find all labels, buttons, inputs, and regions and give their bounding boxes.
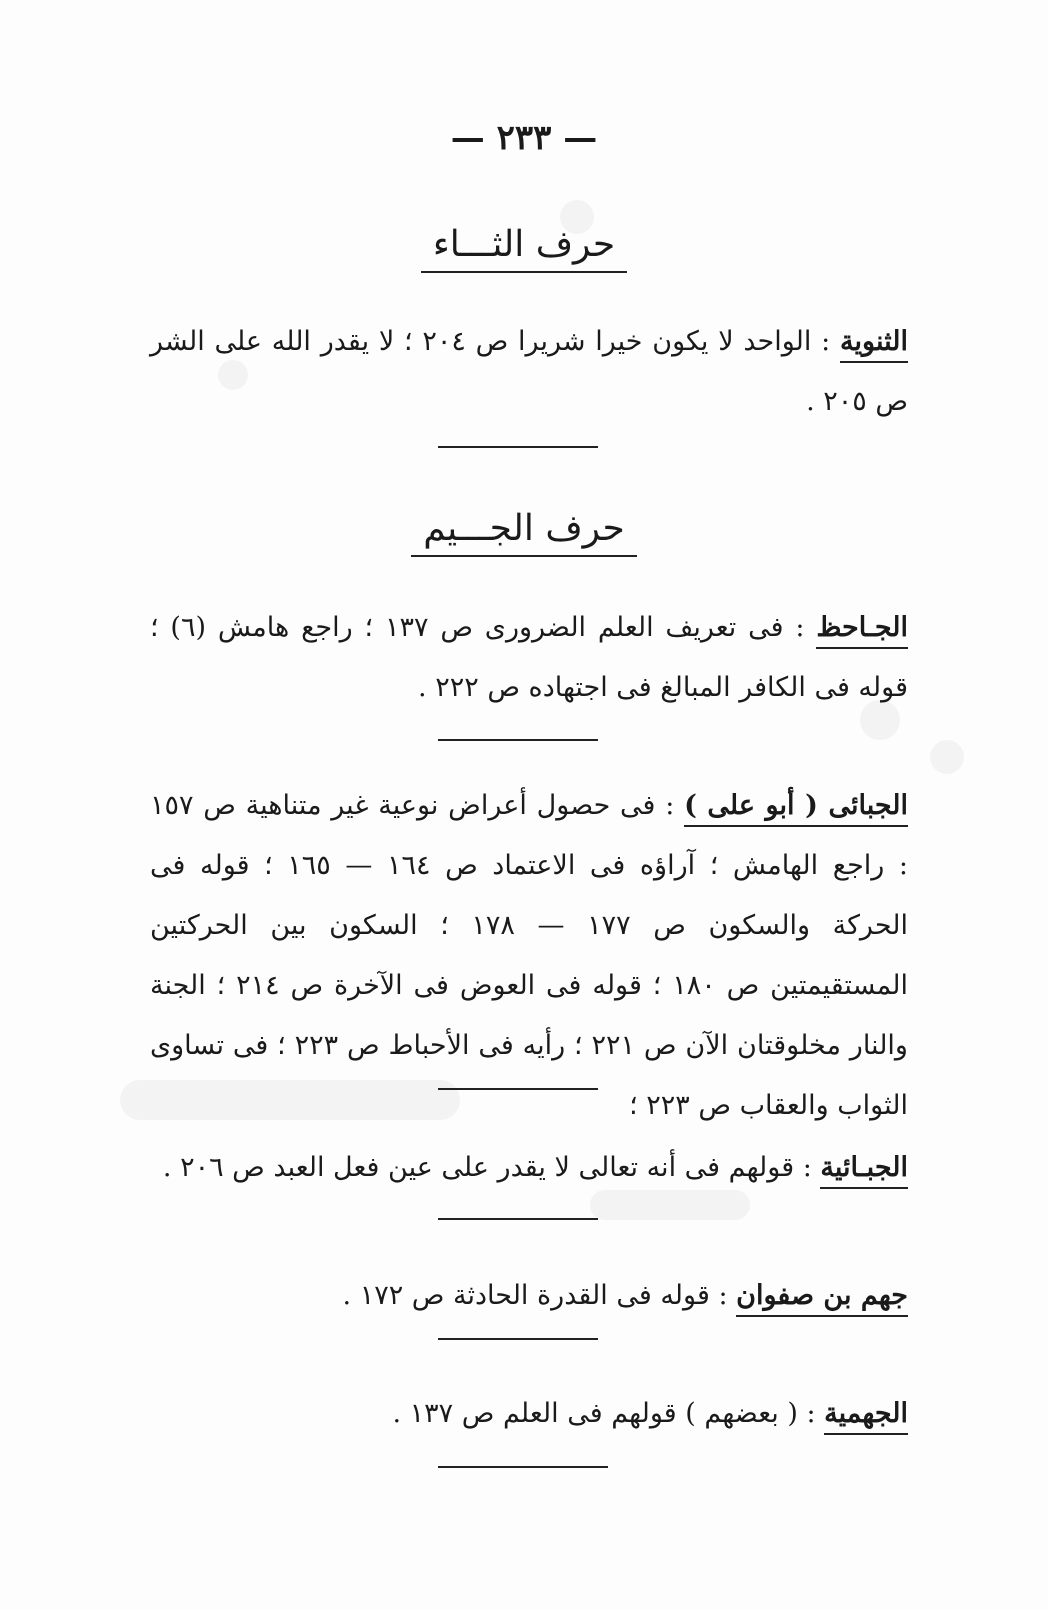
separator-line	[438, 1088, 598, 1090]
separator-line	[438, 1218, 598, 1220]
entry-text: : الواحد لا يكون خيرا شريرا ص ٢٠٤ ؛ لا يقدر الله على الشر ص ٢٠٥ .	[150, 326, 908, 417]
entry-term: الجـاحظ	[816, 612, 908, 649]
entry-term: الجهمية	[824, 1398, 908, 1435]
entry-text: : فى حصول أعراض نوعية غير متناهية ص ١٥٧ : راجع الهامش ؛ آراؤه فى الاعتماد ص ١٦٤ — ١٦٥ ؛ قوله فى الحركة والسكون ص ١٧٧ — ١٧٨ ؛ السكون بين الحركتين المستقيمتين ص ١٨٠ ؛ قوله فى العوض فى الآخرة ص ٢١٤ ؛ الجنة والنار مخلوقتان الآن ص ٢٢١ ؛ رأيه فى الأحباط ص ٢٢٣ ؛ فى تساوى الثواب والعقاب ص ٢٢٣ ؛	[150, 790, 908, 1121]
separator-line	[438, 446, 598, 448]
index-entry	[150, 312, 908, 432]
entry-text: : قولهم فى أنه تعالى لا يقدر على عين فعل العبد ص ٢٠٦ .	[162, 1152, 821, 1183]
separator-line	[438, 1466, 608, 1468]
index-entry	[150, 1384, 908, 1444]
entry-term: الثنوية	[840, 326, 908, 363]
index-entry	[150, 1138, 908, 1198]
separator-line	[438, 739, 598, 741]
entry-term: الجبائى ( أبو على )	[684, 790, 908, 827]
page-number: — ٢٣٣ —	[450, 118, 598, 158]
entry-text: : قوله فى القدرة الحادثة ص ١٧٢ .	[342, 1280, 737, 1311]
entry-text: : ( بعضهم ) قولهم فى العلم ص ١٣٧ .	[392, 1398, 825, 1429]
entry-term: جهم بن صفوان	[736, 1280, 908, 1317]
index-entry	[150, 1266, 908, 1326]
entry-term: الجبـائية	[820, 1152, 908, 1189]
index-entry	[150, 598, 908, 718]
entry-text: : فى تعريف العلم الضرورى ص ١٣٧ ؛ راجع هامش (٦) ؛ قوله فى الكافر المبالغ فى اجتهاده ص ٢٢٢ .	[150, 612, 908, 703]
section-heading-jeem: حرف الجـــيم	[0, 508, 1048, 557]
section-heading-thaa: حرف الثـــاء	[0, 224, 1048, 273]
scan-smudge	[930, 740, 964, 774]
index-entry	[150, 776, 908, 1136]
separator-line	[438, 1338, 598, 1340]
